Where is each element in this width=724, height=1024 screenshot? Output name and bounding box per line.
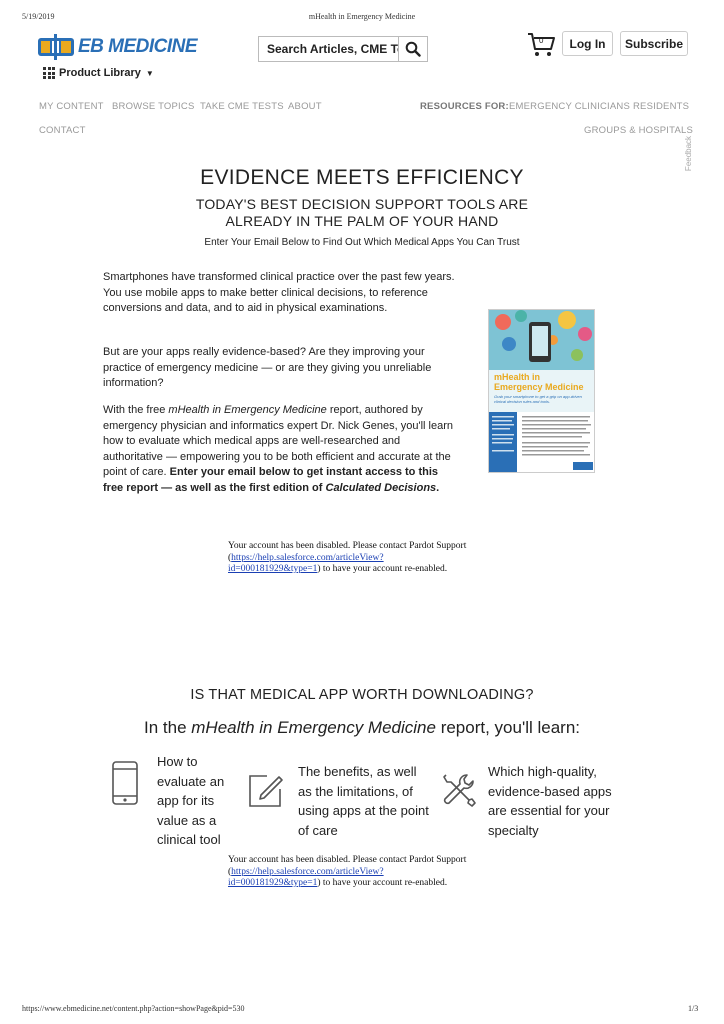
grid-icon bbox=[43, 67, 55, 79]
cart-button[interactable] bbox=[527, 31, 557, 59]
link-line: id=000181929&type=1 bbox=[228, 878, 318, 888]
print-date: 5/19/2019 bbox=[22, 12, 55, 21]
nav-take-cme-tests[interactable]: TAKE CME TESTS bbox=[200, 101, 284, 112]
report-paragraph-text: With the free bbox=[103, 404, 169, 416]
subscribe-button[interactable]: Subscribe bbox=[620, 31, 688, 56]
account-message-text: ) to have your account re-enabled. bbox=[317, 878, 448, 888]
search-input[interactable] bbox=[259, 37, 399, 61]
logo-mark-icon bbox=[38, 34, 74, 60]
print-url: https://www.ebmedicine.net/content.php?action=showPage&pid=530 bbox=[22, 1004, 245, 1013]
edit-icon bbox=[247, 771, 285, 809]
nav-about[interactable]: ABOUT bbox=[288, 101, 322, 112]
print-page-number: 1/3 bbox=[688, 1004, 699, 1013]
report-cover-image bbox=[488, 309, 595, 473]
section-title: IS THAT MEDICAL APP WORTH DOWNLOADING? bbox=[190, 687, 534, 703]
nav-emergency-clinicians[interactable]: EMERGENCY CLINICIANS bbox=[509, 101, 631, 112]
report-cover-title-line1: mHealth in bbox=[494, 372, 541, 382]
search-icon bbox=[405, 41, 421, 57]
account-disabled-message bbox=[228, 541, 498, 576]
eb-medicine-logo[interactable] bbox=[38, 34, 197, 60]
nav-groups-hospitals[interactable]: GROUPS & HOSPITALS bbox=[584, 125, 694, 136]
section-subtitle bbox=[0, 718, 724, 738]
feature-text: Which high-quality, evidence-based apps are essential for your specialty bbox=[488, 764, 612, 838]
section-subtitle-text: report, you'll learn: bbox=[435, 718, 581, 737]
nav-browse-topics[interactable]: BROWSE TOPICS bbox=[112, 101, 195, 112]
resources-for-label: RESOURCES FOR: bbox=[420, 101, 509, 112]
login-button[interactable]: Log In bbox=[562, 31, 613, 56]
hero-cta-text: Enter Your Email Below to Find Out Which Medical Apps You Can Trust bbox=[204, 237, 520, 248]
report-cover-title-line2: Emergency Medicine bbox=[494, 382, 584, 392]
report-paragraph bbox=[103, 403, 459, 497]
link-line: id=000181929&type=1 bbox=[228, 564, 318, 574]
feature-text: How to evaluate an app for its value as a clinical tool bbox=[157, 754, 225, 847]
feature-text: The benefits, as well as the limitations, of using apps at the point of care bbox=[298, 764, 429, 838]
account-message-text: Your account has been disabled. Please contact Pardot Support ( bbox=[228, 541, 467, 563]
report-paragraph-text: report, authored by emergency physician and informatics expert Dr. Nick Genes, you'll learn how to evaluate which medical apps are well-researched and authoritative — empowering you to be both efficient and accurate at the point of care. bbox=[103, 404, 453, 479]
caret-down-icon: ▼ bbox=[145, 68, 154, 78]
report-cover-tagline: Grab your smartphone to get a grip on app-driven clinical decision rules and tools. bbox=[494, 394, 582, 404]
intro-paragraph: Smartphones have transformed clinical practice over the past few years. You use mobile apps to make better clinical decisions, to reference conversions and data, and to aid in physical examinations. bbox=[103, 271, 455, 315]
hero-subtitle-line1: TODAY'S BEST DECISION SUPPORT TOOLS ARE bbox=[195, 196, 529, 212]
report-title-italic: mHealth in Emergency Medicine bbox=[168, 404, 327, 416]
product-library-label: Product Library bbox=[59, 67, 141, 79]
feedback-label: Feedback bbox=[684, 135, 694, 172]
calculated-decisions-title: Calculated Decisions bbox=[325, 481, 437, 494]
nav-residents[interactable]: RESIDENTS bbox=[633, 101, 690, 112]
smartphone-icon bbox=[111, 760, 139, 806]
search-bar bbox=[258, 36, 428, 62]
account-disabled-message bbox=[228, 855, 498, 890]
report-cta-end: . bbox=[436, 481, 440, 494]
section-subtitle-text: In the bbox=[143, 718, 192, 737]
print-title: mHealth in Emergency Medicine bbox=[308, 12, 416, 21]
section-report-title: mHealth in Emergency Medicine bbox=[191, 718, 436, 737]
account-message-text: Your account has been disabled. Please contact Pardot Support ( bbox=[228, 855, 467, 877]
link-line: https://help.salesforce.com/articleView? bbox=[231, 552, 384, 563]
cart-count: 0 bbox=[539, 36, 544, 45]
tools-icon bbox=[440, 771, 478, 809]
link-line: https://help.salesforce.com/articleView? bbox=[231, 866, 384, 877]
account-message-text: ) to have your account re-enabled. bbox=[317, 564, 448, 574]
report-cta-bold: Enter your email below to get instant access to this free report — as well as the first edition of bbox=[103, 466, 438, 494]
search-button[interactable] bbox=[399, 37, 427, 61]
product-library-menu[interactable] bbox=[43, 67, 154, 79]
nav-my-content[interactable]: MY CONTENT bbox=[39, 101, 104, 112]
hero-title: EVIDENCE MEETS EFFICIENCY bbox=[200, 166, 524, 189]
hero-subtitle-line2: ALREADY IN THE PALM OF YOUR HAND bbox=[225, 213, 499, 229]
logo-text: EB MEDICINE bbox=[78, 36, 198, 57]
nav-contact[interactable]: CONTACT bbox=[39, 125, 86, 136]
question-paragraph: But are your apps really evidence-based? Are they improving your practice of emergency medicine — or are they giving you unreliable information? bbox=[103, 346, 432, 390]
